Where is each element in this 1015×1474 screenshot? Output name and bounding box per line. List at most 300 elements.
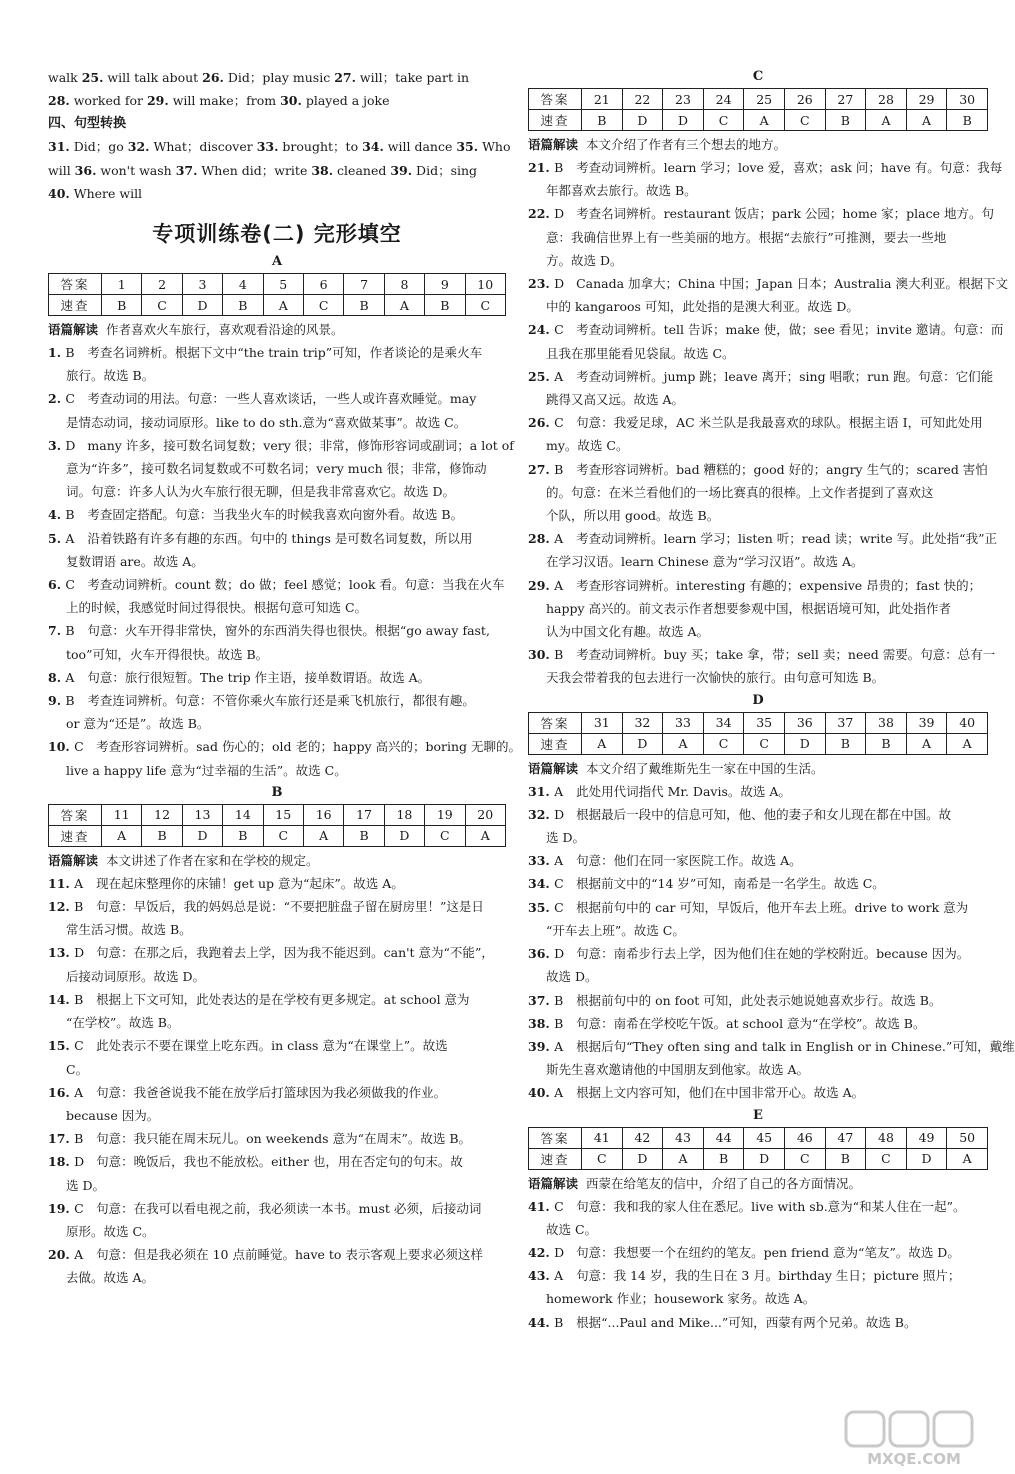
explanation-text: 句意：我想要一个在纽约的笔友。pen friend 意为“笔友”。故选 D。	[576, 1244, 960, 1260]
part-label: C	[752, 69, 764, 84]
item-answer: A	[65, 530, 75, 546]
explanation-text: 考查形容词辨析。sad 伤心的；old 老的；happy 高兴的；boring 无聊的。	[96, 739, 522, 755]
summary-tag: 语篇解读	[48, 322, 99, 338]
explanation-line	[48, 1127, 506, 1150]
answer-text: will dance	[383, 139, 457, 155]
answer-text: What；discover	[149, 139, 257, 155]
item-number: 36.	[74, 162, 97, 178]
explanation-line	[48, 364, 506, 387]
explanation-line	[528, 872, 988, 895]
answer-cell: B	[825, 733, 866, 754]
answer-cell: B	[344, 825, 384, 846]
question-number-cell: 13	[182, 804, 222, 825]
explanation-text: 选 D。	[66, 1177, 105, 1193]
item-answer: B	[74, 991, 84, 1007]
explanation-text: 中的 kangaroos 可知，此处指的是澳大利亚。故选 D。	[546, 299, 859, 315]
explanation-text: live a happy life 意为“过幸福的生活”。故选 C。	[66, 762, 347, 778]
table-header-check: 速查	[529, 110, 582, 131]
explanation-text: 句意：在我可以看电视之前，我必须读一本书。must 必须，后接动词	[96, 1200, 482, 1216]
item-answer: D	[554, 276, 565, 292]
page-title: 专项训练卷(二) 完形填空	[152, 222, 402, 247]
answer-line	[48, 89, 506, 112]
item-number: 36.	[528, 946, 555, 962]
explanation-text: 考查形容词辨析。bad 糟糕的；good 好的；angry 生气的；scared 害怕	[576, 461, 988, 477]
explanation-text: 根据“...Paul and Mike...”可知，西蒙有两个兄弟。故选 B。	[576, 1314, 917, 1330]
explanation-text: 故选 C。	[546, 1221, 598, 1237]
item-number: 21.	[528, 160, 555, 175]
explanation-text: 后接动词原形。故选 D。	[66, 968, 205, 984]
explanation-text: 是情态动词，接动词原形。like to do sth.意为“喜欢做某事”。故选 C。	[66, 414, 467, 430]
question-number-cell: 50	[947, 1127, 988, 1148]
explanation-text: 句意：但是我必须在 10 点前睡觉。have to 表示客观上要求必须这样	[96, 1247, 483, 1263]
answer-cell: A	[866, 110, 907, 131]
explanation-line	[528, 318, 1004, 341]
explanation-line	[528, 1081, 988, 1104]
part-b	[48, 782, 506, 1290]
answer-text: worked for	[69, 93, 147, 109]
item-answer: C	[65, 577, 75, 593]
explanation-text: 跳得又高又远。故选 A。	[546, 392, 685, 408]
explanation-text: 考查形容词辨析。interesting 有趣的；expensive 昂贵的；fast 快的；	[576, 577, 982, 593]
explanation-line	[528, 156, 1003, 179]
answer-cell: A	[465, 825, 505, 846]
question-number-cell: 47	[825, 1127, 866, 1148]
question-number-cell: 40	[947, 712, 988, 733]
explanation-line	[528, 849, 988, 872]
answer-cell: B	[102, 295, 142, 316]
right-column	[528, 66, 1015, 1334]
item-answer: B	[554, 992, 564, 1008]
passage-summary	[48, 318, 506, 341]
table-header-answer: 答案	[529, 89, 582, 110]
part-label: D	[752, 692, 764, 708]
passage-summary	[528, 1172, 988, 1195]
explanation-line	[48, 1220, 506, 1243]
table-header-check: 速查	[49, 825, 102, 846]
item-answer: A	[554, 853, 564, 869]
part-d	[528, 690, 1015, 1105]
item-number: 10.	[48, 739, 75, 755]
summary-tag: 语篇解读	[528, 760, 579, 776]
explanation-text: 句意：在那之后，我跑着去上学，因为我不能迟到。can't 意为“不能”，	[96, 945, 494, 961]
explanation-line	[528, 434, 988, 457]
explanation-text: 上的时候，我感觉时间过得很快。根据句意可知选 C。	[66, 600, 368, 616]
explanation-item	[528, 458, 988, 528]
item-answer: D	[554, 946, 565, 962]
explanation-text: 考查名词辨析。根据下文中“the train trip”可知，作者谈论的是乘火车	[87, 345, 483, 361]
item-answer: C	[554, 322, 564, 338]
item-number: 29.	[528, 577, 555, 593]
explanation-line	[528, 550, 988, 573]
explanation-item	[528, 365, 994, 411]
explanation-line	[528, 202, 994, 225]
item-number: 31.	[528, 783, 555, 799]
answer-text: will make；from	[168, 93, 281, 109]
left-column	[48, 66, 522, 1290]
item-answer: C	[65, 391, 75, 407]
question-number-cell: 30	[947, 89, 988, 110]
item-answer: B	[554, 160, 564, 175]
explanation-item	[48, 434, 514, 504]
explanation-item	[528, 849, 988, 872]
answer-cell: A	[663, 733, 704, 754]
question-number-cell: 44	[703, 1127, 744, 1148]
explanation-item	[528, 643, 996, 689]
item-number: 17.	[48, 1131, 75, 1147]
item-number: 14.	[48, 991, 75, 1007]
explanation-text: 句意：晚饭后，我也不能放松。either 也，用在否定句的句末。故	[96, 1154, 463, 1170]
explanation-line	[48, 1243, 506, 1266]
explanation-item	[528, 780, 988, 803]
explanation-line	[528, 342, 988, 365]
explanation-item	[48, 988, 506, 1034]
explanation-text: 旅行。故选 B。	[66, 368, 155, 384]
item-number: 22.	[528, 206, 555, 222]
explanation-line	[48, 1058, 506, 1081]
explanation-text: 句意：我爸爸说我不能在放学后打篮球因为我必须做我的作业。	[96, 1084, 447, 1100]
explanation-text: 根据前句中的 on foot 可知，此处表示她说她喜欢步行。故选 B。	[576, 992, 942, 1008]
explanation-line	[528, 896, 988, 919]
question-number-cell: 24	[703, 89, 744, 110]
explanation-text: 句意：火车开得非常快，窗外的东西消失得也很快。根据“go away fast,	[87, 623, 490, 639]
explanation-line	[48, 573, 506, 596]
answer-cell: C	[582, 1148, 623, 1169]
answer-text: Did；sing	[412, 162, 478, 178]
explanation-text: 年都喜欢去旅行。故选 B。	[546, 183, 697, 199]
explanation-text: “开车去上班”。故选 C。	[546, 922, 685, 938]
explanation-item	[48, 872, 506, 895]
explanation-line	[528, 295, 988, 318]
explanation-line	[48, 1150, 506, 1173]
svg-text:MXQE.COM: MXQE.COM	[867, 1450, 961, 1468]
item-answer: D	[65, 437, 76, 453]
explanation-text: 句意：南希在学校吃午饭。at school 意为“在学校”。故选 B。	[576, 1015, 926, 1031]
question-number-cell: 28	[866, 89, 907, 110]
explanation-text: 且我在那里能看见袋鼠。故选 C。	[546, 345, 735, 361]
explanation-item	[528, 527, 997, 573]
answer-cell: C	[142, 295, 182, 316]
explanation-line	[528, 1241, 988, 1264]
explanation-text: homework 作业；housework 家务。故选 A。	[546, 1291, 816, 1307]
item-answer: A	[74, 1247, 84, 1263]
answer-text: played a joke	[301, 93, 390, 109]
question-number-cell: 2	[142, 274, 182, 295]
summary-text: 本文介绍了戴维斯先生一家在中国的生活。	[586, 760, 824, 776]
answer-line	[48, 182, 506, 205]
item-answer: D	[74, 1154, 85, 1170]
explanation-text: Canada 加拿大；China 中国；Japan 日本；Australia 澳大利亚。根据下文	[576, 276, 1008, 292]
answer-cell: C	[744, 733, 785, 754]
question-number-cell: 37	[825, 712, 866, 733]
explanation-text: 句意：我爱足球，AC 米兰队是我最喜欢的球队。根据主语 I，可知此处用	[576, 415, 983, 431]
item-number: 39.	[528, 1038, 555, 1054]
answer-text: Where will	[69, 185, 143, 201]
table-row	[49, 825, 506, 846]
section-4-answers	[48, 135, 511, 205]
explanation-line	[528, 1218, 988, 1241]
explanation-item	[48, 1197, 506, 1243]
question-number-cell: 12	[142, 804, 182, 825]
question-number-cell: 38	[866, 712, 907, 733]
explanation-item	[48, 1150, 506, 1196]
explanation-line	[48, 1104, 506, 1127]
explanation-line	[48, 666, 506, 689]
table-header-answer: 答案	[49, 274, 102, 295]
item-number: 4.	[48, 507, 66, 523]
item-number: 33.	[256, 139, 279, 155]
summary-text: 西蒙在给笔友的信中，介绍了自己的各方面情况。	[586, 1175, 862, 1191]
table-header-answer: 答案	[529, 712, 582, 733]
item-answer: B	[554, 647, 564, 663]
table-row	[529, 733, 988, 754]
item-answer: C	[74, 739, 84, 755]
explanation-text: 根据上文内容可知，他们在中国非常开心。故选 A。	[576, 1085, 865, 1101]
answer-cell: B	[425, 295, 465, 316]
explanation-text: 句意：我和我的家人住在悉尼。live with sb.意为“和某人住在一起”。	[576, 1198, 966, 1214]
item-number: 44.	[528, 1314, 555, 1330]
explanation-text: 考查动词辨析。tell 告诉；make 使，做；see 看见；invite 邀请。句意：而	[576, 322, 1004, 338]
explanation-line	[48, 1034, 506, 1057]
explanation-text: 沿着铁路有许多有趣的东西。句中的 things 是可数名词复数，所以用	[87, 530, 473, 546]
explanation-line	[48, 1174, 506, 1197]
question-number-cell: 15	[263, 804, 303, 825]
explanation-line	[528, 1264, 988, 1287]
explanation-text: 句意：南希步行去上学，因为他们住在她的学校附近。because 因为。	[576, 946, 970, 962]
explanation-line	[48, 527, 506, 550]
part-a	[48, 251, 522, 782]
explanation-item	[48, 387, 506, 433]
item-answer: A	[74, 1084, 84, 1100]
answer-cell: B	[825, 110, 866, 131]
item-number: 27.	[528, 461, 555, 477]
answer-text: will talk about	[103, 70, 203, 85]
answer-text: Did；go	[69, 139, 128, 155]
question-number-cell: 3	[182, 274, 222, 295]
explanation-text: 意：我确信世界上有一些美丽的地方。根据“去旅行”可推测，要去一些地	[546, 229, 947, 245]
explanation-item	[528, 896, 988, 942]
explanation-line	[528, 226, 988, 249]
item-number: 38.	[311, 162, 334, 178]
explanation-text: because 因为。	[66, 1107, 160, 1123]
item-answer: D	[554, 806, 565, 822]
part-label: B	[271, 784, 283, 800]
item-number: 37.	[528, 992, 555, 1008]
answer-cell: A	[947, 1148, 988, 1169]
explanation-line	[48, 619, 506, 642]
answer-text: Who	[478, 139, 511, 155]
item-number: 5.	[48, 530, 66, 546]
item-answer: B	[65, 623, 75, 639]
item-number: 34.	[528, 876, 555, 892]
explanation-text: 方。故选 D。	[546, 252, 623, 268]
item-number: 29.	[146, 93, 169, 109]
item-answer: D	[554, 1244, 565, 1260]
summary-text: 本文介绍了作者有三个想去的地方。	[586, 137, 787, 152]
item-number: 33.	[528, 853, 555, 869]
item-number: 32.	[127, 139, 150, 155]
explanation-item	[48, 503, 506, 526]
question-number-cell: 7	[344, 274, 384, 295]
explanation-line	[528, 780, 988, 803]
question-number-cell: 41	[582, 1127, 623, 1148]
previous-answers	[48, 66, 506, 112]
item-number: 2.	[48, 391, 66, 407]
explanation-item	[528, 272, 1008, 318]
explanation-line	[48, 643, 506, 666]
item-answer: B	[74, 1131, 84, 1147]
explanation-item	[528, 989, 988, 1012]
explanation-item	[528, 1081, 988, 1104]
explanation-item	[528, 1012, 988, 1035]
watermark-logo	[842, 1408, 992, 1468]
question-number-cell: 27	[825, 89, 866, 110]
explanation-line	[528, 1195, 988, 1218]
item-number: 12.	[48, 899, 75, 915]
explanation-line	[528, 1287, 988, 1310]
summary-tag: 语篇解读	[48, 852, 99, 868]
explanation-text: 考查动词辨析。jump 跳；leave 离开；sing 唱歌；run 跑。句意：它们能	[576, 368, 994, 384]
item-number: 1.	[48, 345, 66, 361]
explanation-line	[48, 480, 506, 503]
question-number-cell: 48	[866, 1127, 907, 1148]
question-number-cell: 9	[425, 274, 465, 295]
explanation-line	[48, 1011, 506, 1034]
answer-cell: A	[744, 110, 785, 131]
answer-text: cleaned	[333, 162, 391, 178]
explanation-item	[528, 942, 988, 988]
question-number-cell: 10	[465, 274, 505, 295]
question-number-cell: 35	[744, 712, 785, 733]
explanation-line	[528, 272, 1008, 295]
part-label: E	[753, 1107, 763, 1123]
table-row	[529, 1148, 988, 1169]
item-number: 18.	[48, 1154, 75, 1170]
item-number: 24.	[528, 322, 555, 338]
answer-cell: B	[142, 825, 182, 846]
answer-table	[48, 804, 506, 847]
answer-text: brought；to	[278, 139, 363, 155]
item-number: 20.	[48, 1247, 75, 1263]
explanation-item	[48, 619, 506, 665]
table-row	[49, 804, 506, 825]
question-number-cell: 4	[223, 274, 263, 295]
answer-cell: C	[784, 1148, 825, 1169]
question-number-cell: 46	[784, 1127, 825, 1148]
item-answer: A	[554, 1268, 564, 1284]
item-number: 30.	[280, 93, 302, 109]
explanation-line	[528, 179, 988, 202]
item-number: 19.	[48, 1200, 75, 1216]
item-number: 30.	[528, 647, 555, 663]
item-number: 39.	[390, 162, 413, 178]
question-number-cell: 18	[384, 804, 424, 825]
explanation-item	[48, 941, 506, 987]
question-number-cell: 19	[425, 804, 465, 825]
question-number-cell: 8	[384, 274, 424, 295]
question-number-cell: 36	[784, 712, 825, 733]
item-answer: C	[554, 1198, 564, 1214]
explanation-text: 在学习汉语。learn Chinese 意为“学习汉语”。故选 A。	[546, 554, 864, 570]
explanation-line	[528, 1012, 988, 1035]
answer-cell: A	[102, 825, 142, 846]
answer-cell: B	[825, 1148, 866, 1169]
explanation-text: 现在起床整理你的床铺！get up 意为“起床”。故选 A。	[96, 875, 404, 891]
answer-cell: B	[866, 733, 907, 754]
item-number: 28.	[528, 531, 555, 547]
item-answer: A	[554, 577, 564, 593]
explanation-line	[48, 872, 506, 895]
item-number: 40.	[48, 185, 70, 201]
item-number: 8.	[48, 669, 66, 685]
explanation-line	[48, 411, 506, 434]
table-header-check: 速查	[529, 1148, 582, 1169]
explanation-line	[528, 1035, 1015, 1058]
explanation-line	[528, 965, 988, 988]
answer-table	[528, 712, 988, 755]
answer-cell: A	[384, 295, 424, 316]
explanation-line	[48, 387, 506, 410]
answer-cell: C	[703, 733, 744, 754]
explanation-text: 根据后句“They often sing and talk in English or in Chinese.”可知，戴维	[576, 1038, 1015, 1054]
answer-cell: B	[223, 295, 263, 316]
question-number-cell: 11	[102, 804, 142, 825]
explanation-line	[48, 596, 506, 619]
table-header-answer: 答案	[529, 1127, 582, 1148]
item-number: 34.	[362, 139, 384, 155]
item-number: 13.	[48, 945, 75, 961]
answer-cell: A	[947, 733, 988, 754]
answer-table	[528, 88, 988, 131]
explanation-text: many 许多，接可数名词复数；very 很；非常，修饰形容词或副词；a lot of	[87, 437, 514, 453]
explanation-text: 考查名词辨析。restaurant 饭店；park 公园；home 家；place 地方。句	[576, 206, 994, 222]
answer-text: will；take part in	[355, 70, 469, 85]
item-answer: B	[74, 899, 84, 915]
explanation-text: 根据前文中的“14 岁”可知，南希是一名学生。故选 C。	[576, 876, 885, 892]
answer-line	[48, 135, 511, 158]
question-number-cell: 26	[784, 89, 825, 110]
explanation-text: 选 D。	[546, 830, 585, 846]
item-number: 15.	[48, 1038, 75, 1054]
explanation-text: 根据上下文可知，此处表达的是在学校有更多规定。at school 意为	[96, 991, 470, 1007]
explanation-line	[48, 988, 506, 1011]
item-answer: A	[65, 669, 75, 685]
answer-text: Did；play music	[223, 70, 335, 85]
explanation-line	[48, 503, 506, 526]
explanation-item	[48, 1034, 506, 1080]
explanation-text: 斯先生喜欢邀请他的中国朋友到他家。故选 A。	[546, 1062, 810, 1078]
item-answer: C	[554, 899, 564, 915]
explanation-text: 句意：旅行很短暂。The trip 作主语，接单数谓语。故选 A。	[87, 669, 431, 685]
item-answer: B	[554, 461, 564, 477]
question-number-cell: 1	[102, 274, 142, 295]
item-number: 32.	[528, 806, 555, 822]
question-number-cell: 14	[223, 804, 263, 825]
explanation-text: 天我会带着我的包去进行一次愉快的旅行。由句意可知选 B。	[546, 670, 885, 686]
answer-cell: C	[465, 295, 505, 316]
question-number-cell: 6	[303, 274, 343, 295]
answer-line	[48, 159, 506, 182]
item-answer: D	[554, 206, 565, 222]
table-row	[529, 89, 988, 110]
item-number: 16.	[48, 1084, 75, 1100]
question-number-cell: 32	[622, 712, 663, 733]
explanation-text: 意为“许多”，接可数名词复数或不可数名词；very much 很；非常，修饰动	[66, 461, 487, 477]
explanation-line	[528, 365, 994, 388]
explanation-text: happy 高兴的。前文表示作者想要参观中国，根据语境可知，此处指作者	[546, 600, 952, 616]
explanation-text: 词。句意：许多人认为火车旅行很无聊，但是我非常喜欢它。故选 D。	[66, 484, 455, 500]
explanation-text: 个队，所以用 good。故选 B。	[546, 508, 720, 524]
answer-text: When did；write	[197, 162, 312, 178]
